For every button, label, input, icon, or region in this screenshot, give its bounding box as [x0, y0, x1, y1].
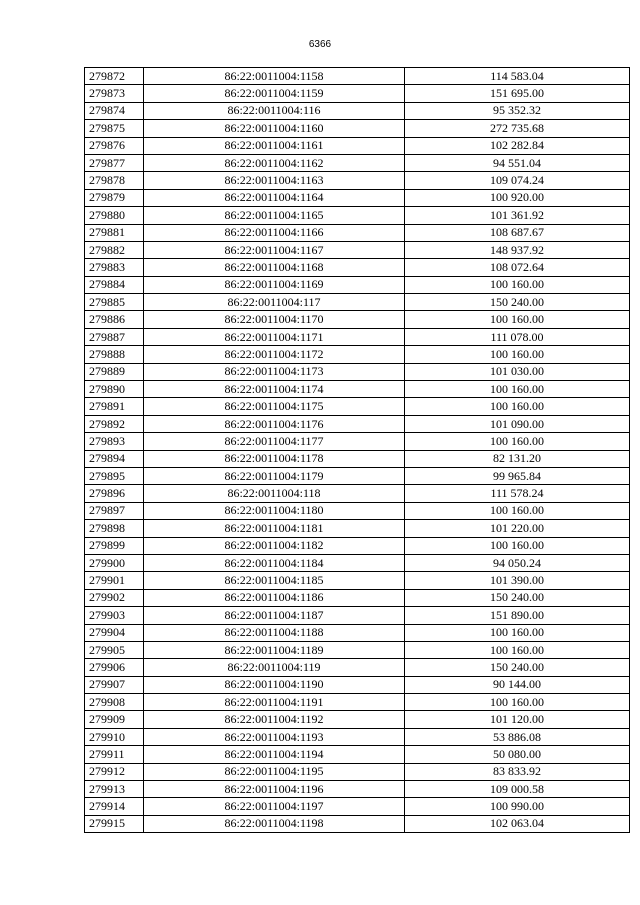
- row-number-cell: 279882: [85, 241, 144, 258]
- row-number-cell: 279905: [85, 641, 144, 658]
- table-row: [85, 137, 630, 154]
- cadastral-number-cell: 86:22:0011004:1174: [144, 381, 405, 398]
- cadastral-value-cell: 101 390.00: [405, 572, 630, 589]
- cadastral-value-cell: 101 361.92: [405, 207, 630, 224]
- cadastral-value-cell: 95 352.32: [405, 102, 630, 119]
- row-number-cell: 279895: [85, 467, 144, 484]
- cadastral-value-cell: 151 890.00: [405, 607, 630, 624]
- table-row: [85, 381, 630, 398]
- table-row: [85, 415, 630, 432]
- table-row: [85, 346, 630, 363]
- cadastral-value-cell: 100 160.00: [405, 276, 630, 293]
- cadastral-value-cell: 94 551.04: [405, 154, 630, 171]
- row-number-cell: 279886: [85, 311, 144, 328]
- page-number: 6366: [308, 39, 332, 50]
- table-row: [85, 189, 630, 206]
- cadastral-value-cell: 100 160.00: [405, 433, 630, 450]
- cadastral-value-cell: 151 695.00: [405, 85, 630, 102]
- row-number-cell: 279898: [85, 520, 144, 537]
- cadastral-value-cell: 111 078.00: [405, 328, 630, 345]
- table-row: [85, 694, 630, 711]
- cadastral-number-cell: 86:22:0011004:1161: [144, 137, 405, 154]
- row-number-cell: 279876: [85, 137, 144, 154]
- table-row: [85, 102, 630, 119]
- cadastral-value-cell: 99 965.84: [405, 467, 630, 484]
- cadastral-value-cell: 100 160.00: [405, 641, 630, 658]
- row-number-cell: 279881: [85, 224, 144, 241]
- cadastral-value-cell: 53 886.08: [405, 728, 630, 745]
- cadastral-number-cell: 86:22:0011004:118: [144, 485, 405, 502]
- cadastral-number-cell: 86:22:0011004:1168: [144, 259, 405, 276]
- cadastral-number-cell: 86:22:0011004:1194: [144, 746, 405, 763]
- table-row: [85, 450, 630, 467]
- table-row: [85, 676, 630, 693]
- cadastral-number-cell: 86:22:0011004:1192: [144, 711, 405, 728]
- cadastral-value-cell: 100 160.00: [405, 381, 630, 398]
- row-number-cell: 279873: [85, 85, 144, 102]
- cadastral-number-cell: 86:22:0011004:1189: [144, 641, 405, 658]
- table-row: [85, 68, 630, 85]
- cadastral-number-cell: 86:22:0011004:1187: [144, 607, 405, 624]
- row-number-cell: 279891: [85, 398, 144, 415]
- row-number-cell: 279883: [85, 259, 144, 276]
- table-row: [85, 259, 630, 276]
- cadastral-number-cell: 86:22:0011004:1167: [144, 241, 405, 258]
- cadastral-value-cell: 101 030.00: [405, 363, 630, 380]
- cadastral-number-cell: 86:22:0011004:1158: [144, 68, 405, 85]
- row-number-cell: 279911: [85, 746, 144, 763]
- row-number-cell: 279900: [85, 554, 144, 571]
- cadastral-value-cell: 100 160.00: [405, 624, 630, 641]
- cadastral-number-cell: 86:22:0011004:1162: [144, 154, 405, 171]
- cadastral-value-cell: 101 120.00: [405, 711, 630, 728]
- cadastral-value-cell: 114 583.04: [405, 68, 630, 85]
- cadastral-value-cell: 150 240.00: [405, 659, 630, 676]
- cadastral-value-cell: 148 937.92: [405, 241, 630, 258]
- cadastral-number-cell: 86:22:0011004:1186: [144, 589, 405, 606]
- table-row: [85, 624, 630, 641]
- cadastral-value-cell: 90 144.00: [405, 676, 630, 693]
- cadastral-value-cell: 109 000.58: [405, 781, 630, 798]
- table-row: [85, 572, 630, 589]
- cadastral-value-cell: 101 220.00: [405, 520, 630, 537]
- cadastral-number-cell: 86:22:0011004:1185: [144, 572, 405, 589]
- cadastral-number-cell: 86:22:0011004:1173: [144, 363, 405, 380]
- table-body: [85, 68, 630, 833]
- table-row: [85, 363, 630, 380]
- cadastral-value-cell: 100 160.00: [405, 346, 630, 363]
- row-number-cell: 279892: [85, 415, 144, 432]
- cadastral-number-cell: 86:22:0011004:1181: [144, 520, 405, 537]
- table-row: [85, 641, 630, 658]
- row-number-cell: 279878: [85, 172, 144, 189]
- row-number-cell: 279912: [85, 763, 144, 780]
- cadastral-number-cell: 86:22:0011004:1171: [144, 328, 405, 345]
- row-number-cell: 279879: [85, 189, 144, 206]
- cadastral-number-cell: 86:22:0011004:1198: [144, 815, 405, 832]
- row-number-cell: 279909: [85, 711, 144, 728]
- table-row: [85, 85, 630, 102]
- table-row: [85, 537, 630, 554]
- table-row: [85, 485, 630, 502]
- cadastral-value-table: [84, 67, 630, 833]
- cadastral-number-cell: 86:22:0011004:1177: [144, 433, 405, 450]
- cadastral-number-cell: 86:22:0011004:1184: [144, 554, 405, 571]
- row-number-cell: 279907: [85, 676, 144, 693]
- cadastral-value-cell: 108 072.64: [405, 259, 630, 276]
- cadastral-number-cell: 86:22:0011004:1166: [144, 224, 405, 241]
- cadastral-number-cell: 86:22:0011004:1159: [144, 85, 405, 102]
- cadastral-value-cell: 83 833.92: [405, 763, 630, 780]
- table-row: [85, 763, 630, 780]
- table-row: [85, 746, 630, 763]
- cadastral-number-cell: 86:22:0011004:1197: [144, 798, 405, 815]
- cadastral-value-cell: 100 160.00: [405, 398, 630, 415]
- cadastral-value-cell: 150 240.00: [405, 294, 630, 311]
- cadastral-number-cell: 86:22:0011004:1169: [144, 276, 405, 293]
- cadastral-number-cell: 86:22:0011004:1190: [144, 676, 405, 693]
- row-number-cell: 279889: [85, 363, 144, 380]
- cadastral-number-cell: 86:22:0011004:119: [144, 659, 405, 676]
- table-row: [85, 554, 630, 571]
- cadastral-number-cell: 86:22:0011004:1196: [144, 781, 405, 798]
- row-number-cell: 279906: [85, 659, 144, 676]
- table-row: [85, 607, 630, 624]
- row-number-cell: 279896: [85, 485, 144, 502]
- row-number-cell: 279897: [85, 502, 144, 519]
- cadastral-number-cell: 86:22:0011004:1165: [144, 207, 405, 224]
- cadastral-number-cell: 86:22:0011004:1164: [144, 189, 405, 206]
- row-number-cell: 279872: [85, 68, 144, 85]
- cadastral-number-cell: 86:22:0011004:1188: [144, 624, 405, 641]
- table-row: [85, 659, 630, 676]
- row-number-cell: 279887: [85, 328, 144, 345]
- row-number-cell: 279890: [85, 381, 144, 398]
- cadastral-number-cell: 86:22:0011004:1182: [144, 537, 405, 554]
- table-row: [85, 502, 630, 519]
- table-row: [85, 728, 630, 745]
- row-number-cell: 279893: [85, 433, 144, 450]
- cadastral-number-cell: 86:22:0011004:1176: [144, 415, 405, 432]
- cadastral-number-cell: 86:22:0011004:1191: [144, 694, 405, 711]
- table-row: [85, 815, 630, 832]
- cadastral-number-cell: 86:22:0011004:1170: [144, 311, 405, 328]
- table-row: [85, 311, 630, 328]
- cadastral-value-cell: 108 687.67: [405, 224, 630, 241]
- cadastral-number-cell: 86:22:0011004:1193: [144, 728, 405, 745]
- row-number-cell: 279899: [85, 537, 144, 554]
- table-row: [85, 781, 630, 798]
- cadastral-number-cell: 86:22:0011004:117: [144, 294, 405, 311]
- cadastral-number-cell: 86:22:0011004:1178: [144, 450, 405, 467]
- cadastral-number-cell: 86:22:0011004:1172: [144, 346, 405, 363]
- cadastral-value-cell: 272 735.68: [405, 120, 630, 137]
- table-row: [85, 798, 630, 815]
- cadastral-value-cell: 100 160.00: [405, 694, 630, 711]
- cadastral-value-cell: 50 080.00: [405, 746, 630, 763]
- table-row: [85, 120, 630, 137]
- cadastral-number-cell: 86:22:0011004:116: [144, 102, 405, 119]
- table-row: [85, 711, 630, 728]
- cadastral-value-cell: 101 090.00: [405, 415, 630, 432]
- cadastral-number-cell: 86:22:0011004:1160: [144, 120, 405, 137]
- cadastral-number-cell: 86:22:0011004:1180: [144, 502, 405, 519]
- row-number-cell: 279894: [85, 450, 144, 467]
- cadastral-value-cell: 111 578.24: [405, 485, 630, 502]
- table-row: [85, 294, 630, 311]
- table-row: [85, 207, 630, 224]
- row-number-cell: 279902: [85, 589, 144, 606]
- cadastral-number-cell: 86:22:0011004:1163: [144, 172, 405, 189]
- table-row: [85, 433, 630, 450]
- row-number-cell: 279884: [85, 276, 144, 293]
- row-number-cell: 279908: [85, 694, 144, 711]
- table-row: [85, 467, 630, 484]
- table-row: [85, 520, 630, 537]
- cadastral-value-cell: 100 160.00: [405, 311, 630, 328]
- row-number-cell: 279888: [85, 346, 144, 363]
- cadastral-value-cell: 109 074.24: [405, 172, 630, 189]
- row-number-cell: 279903: [85, 607, 144, 624]
- table-row: [85, 241, 630, 258]
- cadastral-value-cell: 100 990.00: [405, 798, 630, 815]
- table-row: [85, 276, 630, 293]
- cadastral-value-cell: 102 063.04: [405, 815, 630, 832]
- table-row: [85, 589, 630, 606]
- cadastral-value-cell: 82 131.20: [405, 450, 630, 467]
- cadastral-value-cell: 100 920.00: [405, 189, 630, 206]
- table-row: [85, 172, 630, 189]
- row-number-cell: 279915: [85, 815, 144, 832]
- row-number-cell: 279885: [85, 294, 144, 311]
- row-number-cell: 279914: [85, 798, 144, 815]
- row-number-cell: 279874: [85, 102, 144, 119]
- cadastral-value-cell: 94 050.24: [405, 554, 630, 571]
- cadastral-number-cell: 86:22:0011004:1195: [144, 763, 405, 780]
- row-number-cell: 279910: [85, 728, 144, 745]
- cadastral-number-cell: 86:22:0011004:1179: [144, 467, 405, 484]
- cadastral-value-cell: 100 160.00: [405, 537, 630, 554]
- table-row: [85, 398, 630, 415]
- row-number-cell: 279904: [85, 624, 144, 641]
- row-number-cell: 279875: [85, 120, 144, 137]
- table-row: [85, 224, 630, 241]
- cadastral-value-cell: 150 240.00: [405, 589, 630, 606]
- row-number-cell: 279901: [85, 572, 144, 589]
- row-number-cell: 279880: [85, 207, 144, 224]
- row-number-cell: 279913: [85, 781, 144, 798]
- row-number-cell: 279877: [85, 154, 144, 171]
- cadastral-number-cell: 86:22:0011004:1175: [144, 398, 405, 415]
- cadastral-value-cell: 100 160.00: [405, 502, 630, 519]
- table-row: [85, 328, 630, 345]
- cadastral-value-cell: 102 282.84: [405, 137, 630, 154]
- table-row: [85, 154, 630, 171]
